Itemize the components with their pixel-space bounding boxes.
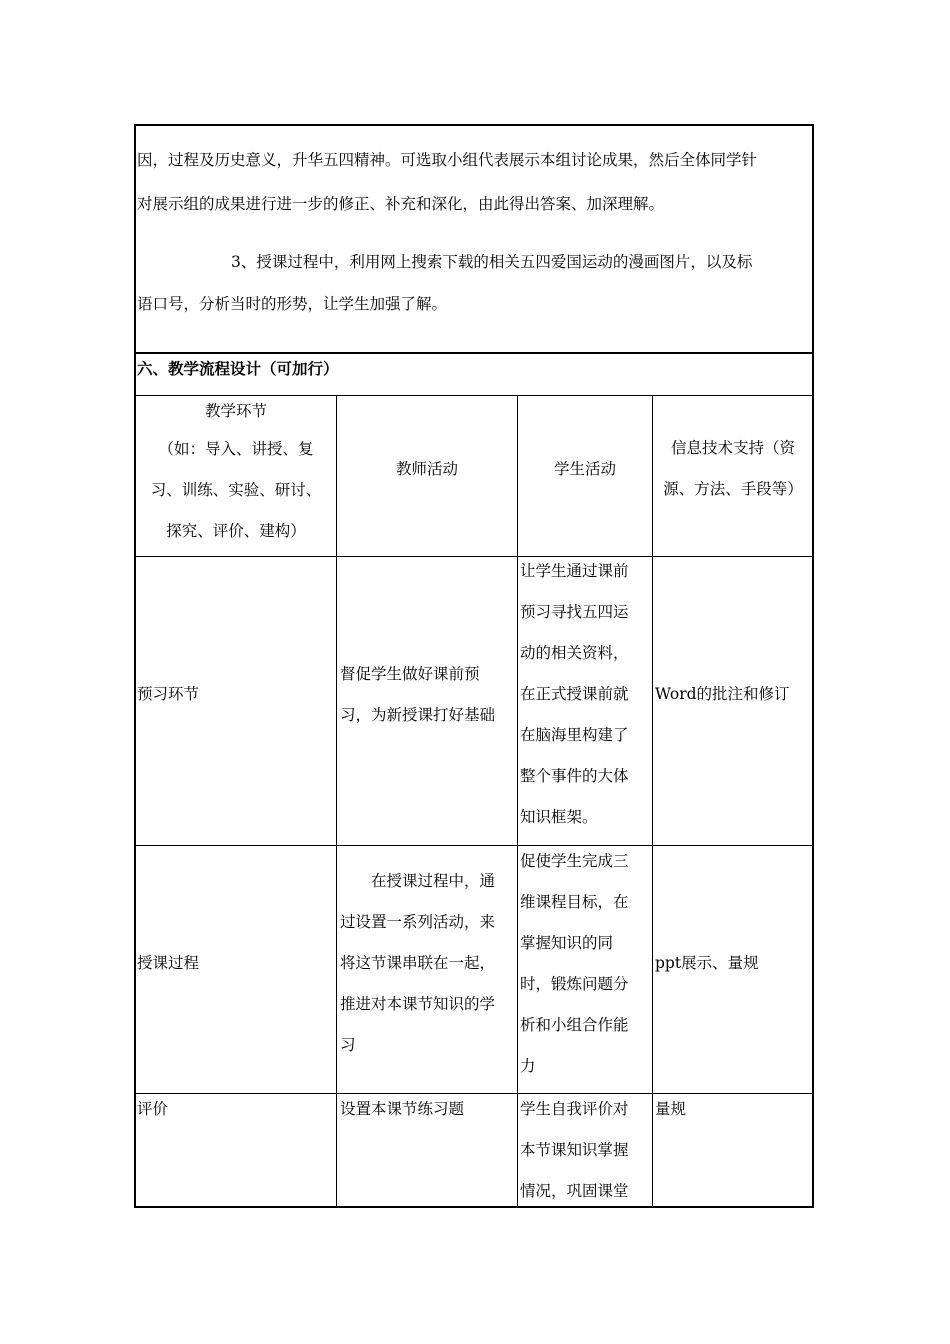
row2-teacher-line: 过设置一系列活动，来: [340, 913, 496, 931]
row2-teacher-line: 推进对本课节知识的学: [340, 995, 496, 1013]
section-title: 六、教学流程设计（可加行）: [137, 359, 339, 378]
row1-teacher-line: 督促学生做好课前预: [340, 665, 480, 683]
row3-it: 量规: [655, 1100, 687, 1118]
header-stage-line-2: （如：导入、讲授、复: [158, 440, 314, 458]
row2-student: [520, 841, 652, 1087]
row1-stage: 预习环节: [137, 685, 200, 703]
row2-stage: 授课过程: [137, 954, 200, 972]
row2-student-line: 促使学生完成三: [520, 852, 629, 870]
row3-student: [520, 1089, 652, 1212]
row2-teacher-line: 在授课过程中，通: [340, 872, 496, 890]
header-it-line-1: 信息技术支持（资: [670, 439, 795, 457]
row2-teacher: [340, 861, 518, 1066]
header-stage-line-1: 教学环节: [204, 402, 267, 420]
header-it: [653, 428, 813, 510]
row2-student-line: 时，锻炼问题分: [520, 975, 629, 993]
row3-teacher: [340, 1089, 518, 1130]
row1-student-line: 整个事件的大体: [520, 767, 629, 785]
header-stage-line-3: 习、训练、实验、研讨、: [150, 481, 322, 499]
row2-student-line: 掌握知识的同: [520, 934, 614, 952]
col-divider-1: [336, 396, 337, 1207]
row3-student-line: 情况，巩固课堂: [520, 1182, 629, 1200]
intro-point3-line-2: 语口号，分析当时的形势，让学生加强了解。: [137, 295, 448, 313]
intro-point3-line-1: 3、授课过程中，利用网上搜索下载的相关五四爱国运动的漫画图片，以及标: [231, 253, 753, 271]
row2-teacher-line: 将这节课串联在一起，: [340, 954, 496, 972]
rule-after-header: [135, 556, 813, 557]
header-stage-line-4: 探究、评价、建构）: [166, 522, 306, 540]
row3-student-line: 学生自我评价对: [520, 1100, 629, 1118]
row1-student-line: 预习寻找五四运: [520, 603, 629, 621]
rule-after-row1: [135, 845, 813, 846]
col-divider-3: [652, 396, 653, 1207]
row1-student-line: 知识框架。: [520, 808, 598, 826]
row2-teacher-line: 习: [340, 1036, 356, 1054]
row1-student-line: 动的相关资料，: [520, 644, 629, 662]
header-teacher: 教师活动: [395, 460, 458, 478]
col-divider-2: [517, 396, 518, 1207]
row1-teacher-line: 习，为新授课打好基础: [340, 706, 496, 724]
row2-student-line: 析和小组合作能: [520, 1016, 629, 1034]
row3-stage: 评价: [137, 1100, 169, 1118]
row2-it: ppt展示、量规: [655, 954, 759, 972]
row1-teacher: [340, 654, 518, 736]
header-it-line-2: 源、方法、手段等）: [663, 480, 803, 498]
row3-student-line: 本节课知识掌握: [520, 1141, 629, 1159]
row1-student-line: 在脑海里构建了: [520, 726, 629, 744]
header-stage: [136, 393, 336, 552]
row1-it: Word的批注和修订: [655, 685, 790, 703]
row3-teacher-line: 设置本课节练习题: [340, 1100, 465, 1118]
intro-line-1: 因，过程及历史意义，升华五四精神。可选取小组代表展示本组讨论成果，然后全体同学针: [137, 151, 758, 169]
row1-student-line: 在正式授课前就: [520, 685, 629, 703]
intro-line-2: 对展示组的成果进行进一步的修正、补充和深化，由此得出答案、加深理解。: [137, 195, 665, 213]
row1-student: [520, 551, 652, 838]
header-student: 学生活动: [553, 460, 616, 478]
row1-student-line: 让学生通过课前: [520, 562, 629, 580]
row2-student-line: 力: [520, 1057, 536, 1075]
row2-student-line: 维课程目标，在: [520, 893, 629, 911]
